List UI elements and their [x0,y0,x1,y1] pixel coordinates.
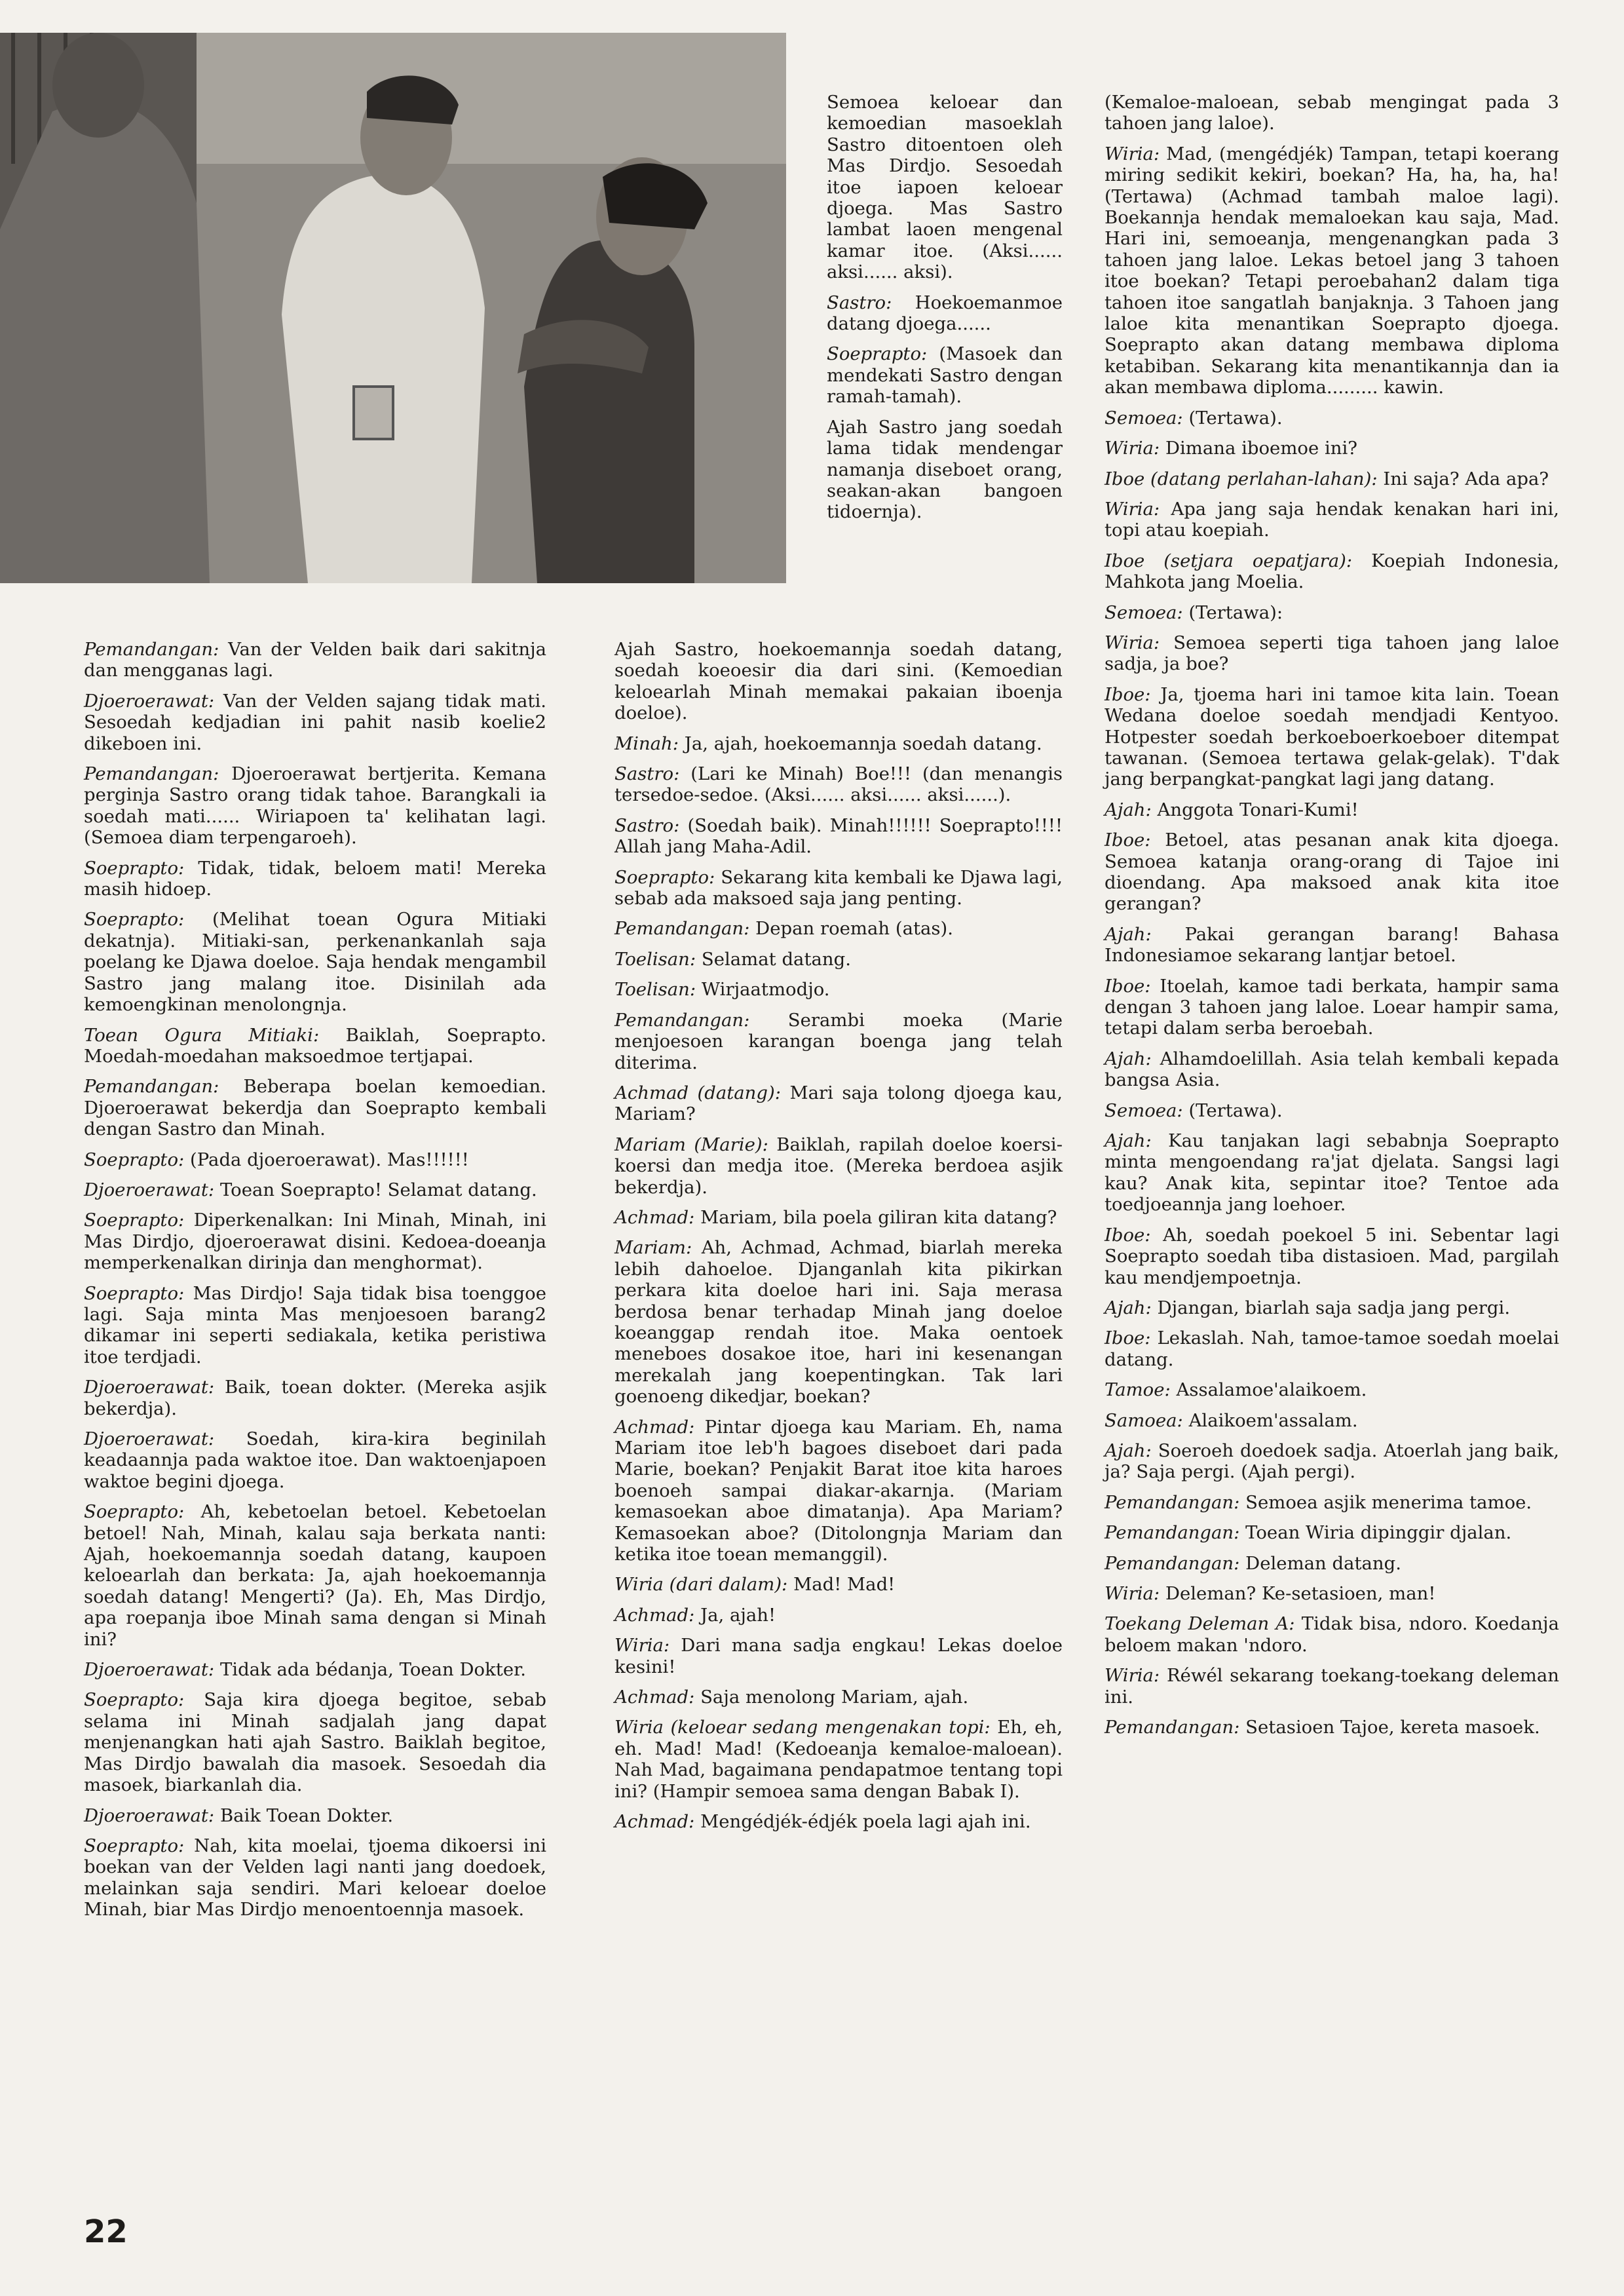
dialogue-line [84,1377,546,1419]
dialogue-line [84,1428,546,1492]
dialogue-text: (Kemaloe-maloean, sebab mengingat pada 3 tahoen jang laloe). [1105,92,1559,134]
dialogue-line [1105,1553,1559,1574]
dialogue-text: Ini saja? Ada apa? [1383,468,1549,489]
speaker-label: Sastro: [614,814,680,836]
speaker-label: Soeprapto: [614,866,715,888]
dialogue-line [614,815,1063,858]
speaker-label: Wiria: [1105,632,1160,653]
dialogue-text: (Tertawa). [1188,1100,1283,1121]
dialogue-line [614,763,1063,806]
dialogue-line [614,1717,1063,1802]
dialogue-line [614,1635,1063,1677]
scene-photo [0,33,786,583]
dialogue-text: Selamat datang. [701,948,851,970]
page-number: 22 [84,2213,128,2250]
speaker-label: Soeprapto: [84,1835,185,1856]
speaker-label: Toekang Deleman A: [1105,1613,1295,1635]
text-column-3 [1105,92,1559,1747]
speaker-label: Wiria (keloear sedang mengenakan topi: [614,1717,991,1738]
text-column-2-bottom [614,639,1063,1842]
dialogue-text: Pintar djoega kau Mariam. Eh, nama Mariam itoe leb'h bagoes diseboet dari pada Marie, boekan? Penjakit Barat itoe kita haroes boenoeh sampai diakar-akarnja. (Mariam kemasoekan aboe dimatanja). Apa Mariam? Kemasoekan aboe? (Ditolongnja Mariam dan ketika itoe toean memanggil). [614,1416,1063,1565]
dialogue-text: Pakai gerangan barang! Bahasa Indonesiamoe sekarang lantjar betoel. [1105,923,1559,966]
dialogue-line [84,1689,546,1795]
dialogue-text: (Tertawa). [1188,407,1283,429]
dialogue-line [614,1687,1063,1708]
dialogue-text: Dari mana sadja engkau! Lekas doeloe kesini! [614,1635,1063,1677]
dialogue-line [84,1179,546,1200]
speaker-label: Samoea: [1105,1409,1183,1431]
speaker-label: Soeprapto: [84,1501,185,1523]
dialogue-line [84,909,546,1015]
dialogue-line [827,92,1063,283]
speaker-label: Pemandangan: [84,763,219,785]
speaker-label: Wiria: [1105,143,1160,164]
dialogue-text: Toean Soeprapto! Selamat datang. [219,1179,537,1200]
dialogue-text: Ja, tjoema hari ini tamoe kita lain. Toean Wedana doeloe soedah mendjadi Kentyoo. Hotpester soedah berkoeboerkoeboer ditempat tawanan. (Semoea tertawa gelak-gelak). T'dak jang berpangkat-pangkat lagi jang datang. [1105,683,1559,790]
dialogue-text: (Tertawa): [1188,602,1283,623]
speaker-label: Djoeroerawat: [84,1179,215,1200]
dialogue-text: Mengédjék-édjék poela lagi ajah ini. [700,1811,1031,1833]
speaker-label: Pemandangan: [614,1009,750,1031]
dialogue-text: Ja, ajah, hoekoemannja soedah datang. [684,733,1042,754]
dialogue-line [614,1082,1063,1125]
dialogue-line [84,858,546,900]
speaker-label: Djoeroerawat: [84,1428,215,1449]
photo-illustration [0,33,786,583]
dialogue-line [84,1283,546,1368]
dialogue-line [84,1501,546,1650]
dialogue-text: Toean Wiria dipinggir djalan. [1245,1522,1512,1544]
speaker-label: Pemandangan: [1105,1717,1240,1738]
dialogue-line [1105,830,1559,915]
dialogue-line [84,1835,546,1921]
dialogue-line [1105,632,1559,675]
dialogue-line [1105,1522,1559,1543]
speaker-label: Soeprapto: [84,1689,185,1711]
speaker-label: Semoea: [1105,1100,1183,1121]
speaker-label: Ajah: [1105,1048,1152,1069]
dialogue-text: (Melihat toean Ogura Mitiaki dekatnja). Mitiaki-san, perkenankanlah saja poelang ke Djawa doeloe. Saja hendak mengambil Sastro jang malang itoe. Disinilah ada kemoengkinan menolongnja. [84,909,546,1016]
dialogue-text: Tidak ada bédanja, Toean Dokter. [219,1659,526,1681]
dialogue-text: Ajah Sastro, hoekoemannja soedah datang, soedah koeoesir dia dari sini. (Kemoedian keloearlah Minah memakai pakaian iboenja doeloe). [614,639,1063,724]
dialogue-line [84,1076,546,1139]
speaker-label: Soeprapto: [84,857,185,879]
speaker-label: Toelisan: [614,979,696,1001]
speaker-label: Soeprapto: [84,1210,185,1231]
dialogue-text: Semoea asjik menerima tamoe. [1245,1491,1532,1513]
speaker-label: Tamoe: [1105,1379,1171,1401]
dialogue-text: Koepiah Indonesia, Mahkota jang Moelia. [1105,550,1559,593]
dialogue-text: Mari saja tolong djoega kau, Mariam? [614,1082,1063,1125]
dialogue-line [1105,1410,1559,1431]
speaker-label: Achmad: [614,1687,695,1708]
dialogue-text: Baiklah, Soeprapto. Moedah-moedahan maksoedmoe tertjapai. [84,1024,546,1067]
speaker-label: Pemandangan: [1105,1522,1240,1544]
speaker-label: Toean Ogura Mitiaki: [84,1024,320,1046]
dialogue-text: Wirjaatmodjo. [701,979,830,1001]
speaker-label: Mariam: [614,1237,692,1259]
dialogue-text: Lekaslah. Nah, tamoe-tamoe soedah moelai datang. [1105,1328,1559,1370]
speaker-label: Ajah: [1105,1130,1152,1152]
dialogue-text: Tidak, tidak, beloem mati! Mereka masih hidoep. [84,857,546,900]
dialogue-text: Deleman? Ke-setasioen, man! [1165,1582,1436,1604]
speaker-label: Semoea: [1105,602,1183,623]
dialogue-line [614,867,1063,909]
dialogue-text: Kau tanjakan lagi sebabnja Soeprapto minta mengoendang ra'jat djelata. Sangsi lagi kau? Anak kita, sepintar itoe? Tentoe ada toedjoeannja jang loehoer. [1105,1130,1559,1215]
dialogue-line [1105,602,1559,623]
speaker-label: Achmad (datang): [614,1082,781,1103]
dialogue-text: Semoea keloear dan kemoedian masoeklah Sastro ditoentoen oleh Mas Dirdjo. Sesoedah itoe iapoen keloear djoega. Mas Sastro lambat laoen mengenal kamar itoe. (Aksi...... aksi...... aksi). [827,92,1063,283]
speaker-label: Soeprapto: [84,909,185,930]
dialogue-line [614,1237,1063,1407]
dialogue-text: Baik, toean dokter. (Mereka asjik bekerdja). [84,1377,546,1419]
speaker-label: Wiria: [614,1635,670,1656]
dialogue-text: Itoelah, kamoe tadi berkata, hampir sama dengan 3 tahoen jang laloe. Loear hampir sama, tetapi dalam serba beroebah. [1105,975,1559,1039]
dialogue-line [1105,469,1559,489]
dialogue-line [1105,924,1559,966]
dialogue-text: Depan roemah (atas). [755,918,954,940]
speaker-label: Ajah: [1105,923,1152,945]
text-column-1 [84,639,546,1930]
dialogue-line [614,1811,1063,1832]
dialogue-text: Mad! Mad! [793,1574,896,1596]
dialogue-line [1105,1130,1559,1215]
speaker-label: Pemandangan: [614,918,750,940]
dialogue-line [84,1659,546,1680]
speaker-label: Sastro: [827,292,892,313]
dialogue-text: Mariam, bila poela giliran kita datang? [700,1206,1057,1228]
dialogue-text: Nah, kita moelai, tjoema dikoersi ini boekan van der Velden lagi nanti jang doedoek, melainkan saja sendiri. Mari keloear doeloe Minah, biar Mas Dirdjo menoentoennja masoek. [84,1835,546,1921]
dialogue-text: Alaikoem'assalam. [1188,1409,1358,1431]
dialogue-text: Ah, kebetoelan betoel. Kebetoelan betoel! Nah, Minah, kalau saja berkata nanti: Ajah, hoekoemannja soedah datang, kaupoen keloearlah dan berkata: Ja, ajah hoekoemannja soedah datang! Mengerti? (Ja). Eh, Mas Dirdjo, apa roepanja iboe Minah sama dengan si Minah ini? [84,1501,546,1650]
speaker-label: Ajah: [1105,1440,1152,1461]
dialogue-text: Djoeroerawat bertjerita. Kemana perginja Sastro orang tidak tahoe. Barangkali ia soedah mati...... Wiriapoen ta' kelihatan lagi. (Semoea diam terpengaroeh). [84,763,546,849]
dialogue-line [614,1010,1063,1073]
speaker-label: Toelisan: [614,948,696,970]
speaker-label: Pemandangan: [84,1076,219,1098]
speaker-label: Achmad: [614,1206,695,1228]
dialogue-line [614,949,1063,970]
dialogue-line [84,1210,546,1273]
speaker-label: Pemandangan: [1105,1552,1240,1574]
dialogue-line [827,417,1063,523]
dialogue-text: (Masoek dan mendekati Sastro dengan ramah-tamah). [827,343,1063,408]
dialogue-line [1105,1440,1559,1483]
speaker-label: Iboe: [1105,975,1151,997]
dialogue-text: Ah, soedah poekoel 5 ini. Sebentar lagi Soeprapto soedah tiba distasioen. Mad, pargilah kau mendjempoetnja. [1105,1224,1560,1288]
dialogue-text: Hoekoemanmoe datang djoega...... [827,292,1063,335]
dialogue-text: Sekarang kita kembali ke Djawa lagi, sebab ada maksoed saja jang penting. [614,866,1063,909]
speaker-label: Wiria: [1105,438,1160,459]
dialogue-line [614,1417,1063,1565]
speaker-label: Iboe: [1105,830,1151,851]
dialogue-line [827,343,1063,407]
dialogue-line [1105,799,1559,820]
speaker-label: Mariam (Marie): [614,1134,768,1155]
dialogue-text: Diperkenalkan: Ini Minah, Minah, ini Mas Dirdjo, djoeroerawat disini. Kedoea-doeanja memperkenalkan dirinja dan menghormat). [84,1210,547,1274]
dialogue-text: (Soedah baik). Minah!!!!!! Soeprapto!!!! Allah jang Maha-Adil. [614,814,1063,858]
dialogue-text: Alhamdoelillah. Asia telah kembali kepada bangsa Asia. [1105,1048,1560,1091]
dialogue-line [614,1574,1063,1595]
dialogue-text: Serambi moeka (Marie menjoesoen karangan boenga jang telah diterima. [614,1009,1063,1073]
dialogue-line [827,292,1063,335]
dialogue-text: Tidak bisa, ndoro. Koedanja beloem makan 'ndoro. [1105,1613,1559,1656]
dialogue-line [1105,499,1559,541]
dialogue-text: Baiklah, rapilah doeloe koersi-koersi dan medja itoe. (Mereka berdoea asjik bekerdja). [614,1134,1063,1198]
dialogue-text: Van der Velden baik dari sakitnja dan mengganas lagi. [84,639,546,681]
speaker-label: Ajah: [1105,799,1152,820]
dialogue-line [1105,684,1559,790]
dialogue-text: Soedah, kira-kira beginilah keadaannja pada waktoe itoe. Dan waktoenjapoen waktoe begini djoega. [84,1428,546,1492]
dialogue-text: Soeroeh doedoek sadja. Atoerlah jang baik, ja? Saja pergi. (Ajah pergi). [1105,1440,1559,1483]
dialogue-text: Baik Toean Dokter. [219,1805,394,1826]
speaker-label: Semoea: [1105,407,1183,429]
dialogue-text: Ajah Sastro jang soedah lama tidak mendengar namanja diseboet orang, seakan-akan bangoen tidoernja). [827,416,1063,523]
dialogue-line [84,639,546,681]
dialogue-text: Dimana iboemoe ini? [1165,438,1358,459]
dialogue-text: Ah, Achmad, Achmad, biarlah mereka lebih dahoeloe. Djanganlah kita pikirkan perkara kita doeloe hari ini. Saja merasa berdosa benar terhadap Minah jang doeloe koeanggap rendah itoe. Maka oentoek meneboes dosakoe itoe, hari ini kesenangan merekalah jang koepentingkan. Tak lari goenoeng dikedjar, boekan? [614,1237,1063,1407]
dialogue-line [614,733,1063,754]
dialogue-text: Réwél sekarang toekang-toekang deleman ini. [1105,1665,1559,1708]
dialogue-text: Deleman datang. [1245,1552,1401,1574]
speaker-label: Iboe (setjara oepatjara): [1105,550,1353,571]
dialogue-line [1105,1225,1559,1288]
speaker-label: Iboe: [1105,683,1151,705]
dialogue-line [1105,1613,1559,1656]
speaker-label: Djoeroerawat: [84,1377,215,1398]
dialogue-line [1105,144,1559,398]
dialogue-line [614,639,1063,724]
speaker-label: Soeprapto: [84,1282,185,1304]
dialogue-line [84,1149,546,1170]
dialogue-line [614,918,1063,939]
speaker-label: Achmad: [614,1604,695,1626]
speaker-label: Djoeroerawat: [84,690,215,712]
dialogue-line [1105,1492,1559,1513]
speaker-label: Djoeroerawat: [84,1805,215,1826]
dialogue-line [1105,550,1559,593]
speaker-label: Djoeroerawat: [84,1659,215,1681]
dialogue-line [1105,1665,1559,1708]
dialogue-text: Anggota Tonari-Kumi! [1157,799,1359,820]
dialogue-line [84,1025,546,1067]
speaker-label: Wiria: [1105,1665,1160,1687]
speaker-label: Wiria: [1105,498,1160,520]
dialogue-text: (Pada djoeroerawat). Mas!!!!!! [190,1149,469,1170]
dialogue-line [614,1605,1063,1626]
dialogue-text: Saja menolong Mariam, ajah. [700,1687,969,1708]
speaker-label: Ajah: [1105,1297,1152,1318]
speaker-label: Iboe: [1105,1224,1151,1246]
dialogue-text: Assalamoe'alaikoem. [1176,1379,1367,1401]
dialogue-text: Beberapa boelan kemoedian. Djoeroerawat bekerdja dan Soeprapto kembali dengan Sastro dan Minah. [84,1076,546,1140]
dialogue-text: Semoea seperti tiga tahoen jang laloe sadja, ja boe? [1105,632,1559,675]
speaker-label: Iboe (datang perlahan-lahan): [1105,468,1378,489]
dialogue-line [614,1134,1063,1198]
dialogue-line [1105,1379,1559,1400]
speaker-label: Soeprapto: [827,343,928,365]
dialogue-text: Mas Dirdjo! Saja tidak bisa toenggoe lagi. Saja minta Mas menjoesoen barang2 dikamar ini seperti sediakala, ketika peristiwa itoe terdjadi. [84,1282,546,1368]
dialogue-line [614,1207,1063,1228]
speaker-label: Pemandangan: [1105,1491,1240,1513]
dialogue-line [1105,1583,1559,1604]
speaker-label: Wiria (dari dalam): [614,1574,788,1596]
dialogue-text: Mad, (mengédjék) Tampan, tetapi koerang miring sedikit kekiri, boekan? Ha, ha, ha, ha! (Tertawa) (Achmad tambah maloe lagi). Boekannja hendak memaloekan kau saja, Mad. Hari ini, semoeanja, mengenangkan pada 3 tahoen jang laloe. Lekas betoel jang 3 tahoen itoe boekan? Tetapi peroebahan2 dalam tiga tahoen itoe sangatlah banjaknja. 3 Tahoen jang laloe kita menantikan Soeprapto djoega. Soeprapto akan datang membawa diploma ketabiban. Sekarang kita menantikannja dan ia akan membawa diploma......... kawin. [1105,143,1560,398]
speaker-label: Soeprapto: [84,1149,185,1170]
dialogue-line [1105,1048,1559,1091]
dialogue-line [1105,1100,1559,1121]
speaker-label: Pemandangan: [84,639,219,660]
dialogue-text: Saja kira djoega begitoe, sebab selama ini Minah sadjalah jang dapat menjenangkan hati ajah Sastro. Baiklah begitoe, Mas Dirdjo bawalah dia masoek. Sesoedah dia masoek, biarkanlah dia. [84,1689,546,1796]
speaker-label: Minah: [614,733,679,754]
text-column-2-top [827,92,1063,532]
dialogue-line [84,1805,546,1826]
dialogue-line [1105,1297,1559,1318]
dialogue-line [1105,438,1559,459]
dialogue-text: Setasioen Tajoe, kereta masoek. [1245,1717,1540,1738]
dialogue-line [614,979,1063,1000]
dialogue-line [1105,92,1559,134]
dialogue-line [84,763,546,849]
dialogue-text: Ja, ajah! [700,1604,776,1626]
dialogue-text: Eh, eh, eh. Mad! Mad! (Kedoeanja kemaloe-maloean). Nah Mad, bagaimana pendapatmoe tentang topi ini? (Hampir semoea sama dengan Babak I). [614,1717,1063,1802]
dialogue-line [1105,408,1559,429]
speaker-label: Sastro: [614,763,680,785]
dialogue-line [1105,976,1559,1039]
dialogue-line [1105,1328,1559,1370]
speaker-label: Iboe: [1105,1328,1151,1349]
dialogue-text: Apa jang saja hendak kenakan hari ini, topi atau koepiah. [1105,498,1559,541]
dialogue-text: Djangan, biarlah saja sadja jang pergi. [1157,1297,1511,1318]
dialogue-text: Van der Velden sajang tidak mati. Sesoedah kedjadian ini pahit nasib koelie2 dikeboen ini. [84,690,546,754]
dialogue-text: Betoel, atas pesanan anak kita djoega. Semoea katanja orang-orang di Tajoe ini dioendang. Apa maksoed anak kita itoe gerangan? [1105,830,1559,915]
dialogue-line [84,691,546,754]
dialogue-text: (Lari ke Minah) Boe!!! (dan menangis tersedoe-sedoe. (Aksi...... aksi...... aksi......). [614,763,1063,806]
dialogue-line [1105,1717,1559,1738]
speaker-label: Achmad: [614,1811,695,1833]
speaker-label: Wiria: [1105,1582,1160,1604]
speaker-label: Achmad: [614,1416,695,1438]
